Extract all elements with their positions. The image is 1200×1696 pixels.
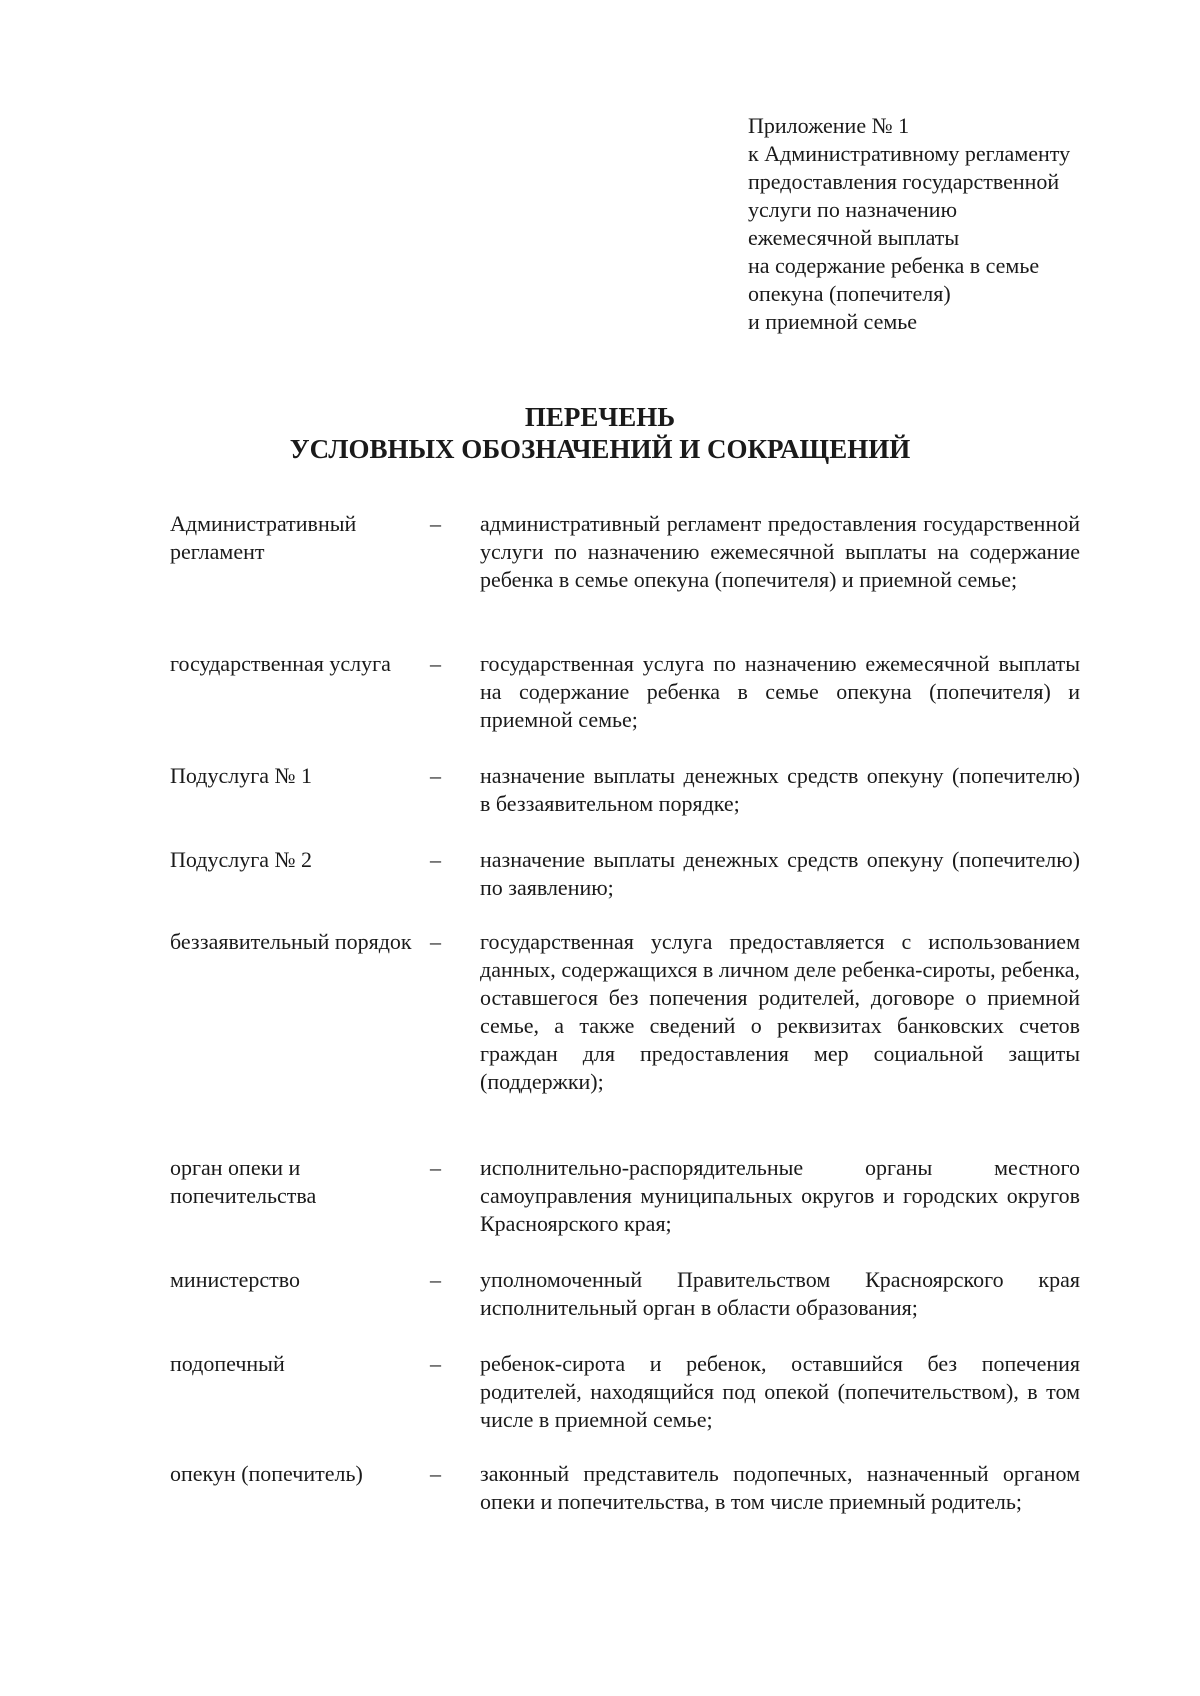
entry-term: государственная услуга [170, 651, 391, 676]
entry-term: орган опеки и попечительства [170, 1155, 317, 1208]
glossary-entry [170, 1266, 1080, 1322]
glossary-entry [170, 650, 1080, 734]
glossary-entry [170, 846, 1080, 902]
entry-dash: – [430, 763, 441, 788]
glossary-entry [170, 1350, 1080, 1434]
glossary-entry [170, 1154, 1080, 1238]
appendix-line: к Административному регламенту [748, 141, 1071, 166]
appendix-line: предоставления государственной [748, 169, 1060, 194]
entry-definition: назначение выплаты денежных средств опекуну (попечителю) по заявлению; [480, 847, 1080, 900]
entry-dash: – [430, 1155, 441, 1180]
glossary-entry [170, 510, 1080, 594]
document-subtitle: УСЛОВНЫХ ОБОЗНАЧЕНИЙ И СОКРАЩЕНИЙ [289, 434, 911, 464]
entry-dash: – [430, 1461, 441, 1486]
entry-definition: исполнительно-распорядительные органы местного самоуправления муниципальных округов и городских округов Красноярского края; [480, 1155, 1080, 1236]
entry-dash: – [430, 1267, 441, 1292]
entry-definition: законный представитель подопечных, назначенный органом опеки и попечительства, в том числе приемный родитель; [480, 1461, 1080, 1514]
entry-dash: – [430, 1351, 441, 1376]
appendix-line: и приемной семье [748, 309, 918, 334]
glossary-entry [170, 928, 1080, 1096]
entry-term: министерство [170, 1267, 301, 1292]
entry-dash: – [430, 511, 441, 536]
entry-definition: государственная услуга предоставляется с использованием данных, содержащихся в личном деле ребенка-сироты, ребенка, оставшегося без попечения родителей, договоре о приемной семье, а также сведений о реквизитах банковских счетов граждан для предоставления мер социальной защиты (поддержки); [480, 929, 1080, 1094]
entry-definition: ребенок-сирота и ребенок, оставшийся без попечения родителей, находящийся под опекой (попечительством), в том числе в приемной семье; [480, 1351, 1080, 1432]
glossary-entry [170, 1460, 1080, 1516]
appendix-line: ежемесячной выплаты [748, 225, 960, 250]
entry-term: опекун (попечитель) [170, 1461, 363, 1486]
appendix-header [748, 112, 1168, 336]
entry-dash: – [430, 847, 441, 872]
entry-term: Административный регламент [170, 511, 357, 564]
entry-definition: государственная услуга по назначению ежемесячной выплаты на содержание ребенка в семье опекуна (попечителя) и приемной семье; [480, 651, 1080, 732]
entry-definition: административный регламент предоставления государственной услуги по назначению ежемесячной выплаты на содержание ребенка в семье опекуна (попечителя) и приемной семье; [480, 511, 1080, 592]
entry-definition: уполномоченный Правительством Красноярского края исполнительный орган в области образования; [480, 1267, 1080, 1320]
entry-dash: – [430, 651, 441, 676]
glossary-entry [170, 762, 1080, 818]
entry-term: Подуслуга № 2 [170, 847, 312, 872]
entry-term: подопечный [170, 1351, 285, 1376]
document-title: ПЕРЕЧЕНЬ [524, 402, 676, 432]
appendix-line: опекуна (попечителя) [748, 281, 951, 306]
entry-definition: назначение выплаты денежных средств опекуну (попечителю) в беззаявительном порядке; [480, 763, 1080, 816]
entry-term: Подуслуга № 1 [170, 763, 312, 788]
entry-dash: – [430, 929, 441, 954]
appendix-line: на содержание ребенка в семье [748, 253, 1040, 278]
entry-term: беззаявительный порядок [170, 929, 412, 954]
appendix-line: Приложение № 1 [748, 113, 910, 138]
appendix-line: услуги по назначению [748, 197, 958, 222]
